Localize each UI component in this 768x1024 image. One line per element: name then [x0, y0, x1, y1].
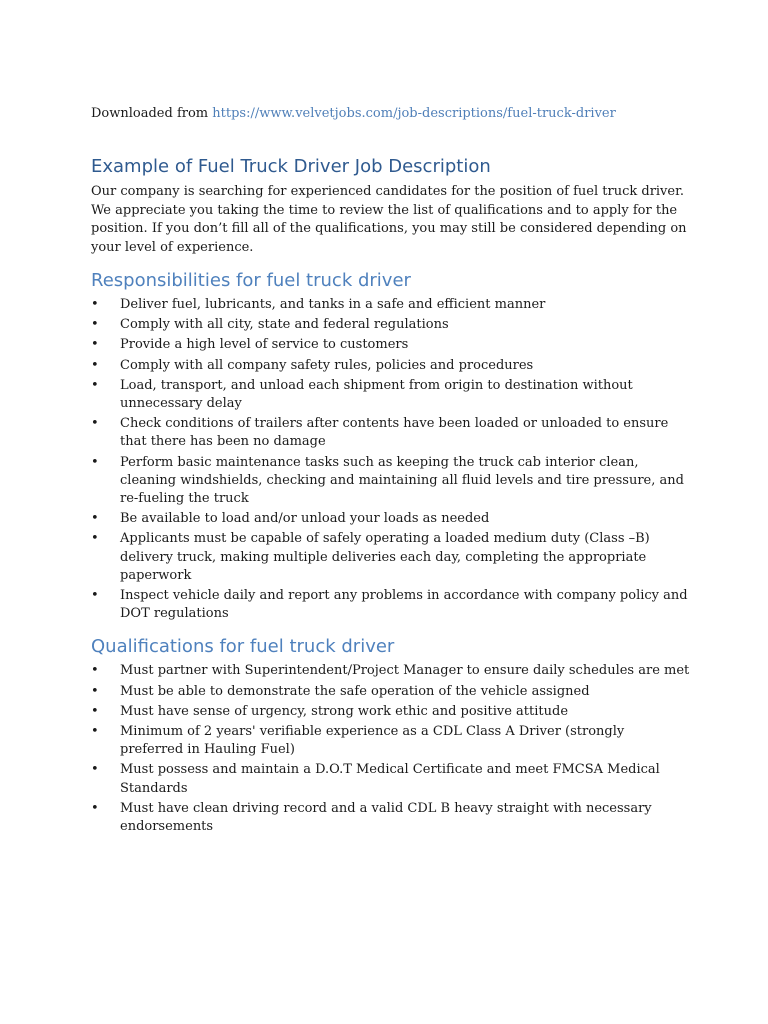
bullet-icon: • [91, 317, 99, 333]
responsibilities-list [91, 296, 691, 623]
bullet-icon: • [91, 762, 99, 778]
download-prefix: Downloaded from [91, 106, 213, 121]
bullet-icon: • [91, 588, 99, 604]
bullet-icon: • [91, 800, 99, 816]
list-item [91, 377, 691, 413]
list-item-text: Deliver fuel, lubricants, and tanks in a safe and efficient manner [120, 297, 546, 312]
source-url-link[interactable]: https://www.velvetjobs.com/job-descriptions/fuel-truck-driver [212, 106, 616, 121]
bullet-icon: • [91, 703, 99, 719]
list-item-text: Applicants must be capable of safely operating a loaded medium duty (Class –B) delivery truck, making multiple deliveries each day, completing the appropriate paperwork [120, 531, 650, 583]
bullet-icon: • [91, 531, 99, 547]
list-item-text: Must possess and maintain a D.O.T Medical Certificate and meet FMCSA Medical Standards [120, 762, 660, 796]
responsibilities-heading: Responsibilities for fuel truck driver [91, 270, 411, 291]
qualifications-list [91, 662, 691, 836]
list-item-text: Must have clean driving record and a valid CDL B heavy straight with necessary endorsements [120, 800, 652, 835]
list-item [91, 662, 691, 680]
list-item [91, 723, 691, 759]
list-item-text: Comply with all company safety rules, policies and procedures [120, 357, 534, 373]
list-item-text: Check conditions of trailers after contents have been loaded or unloaded to ensure that there has been no damage [120, 416, 669, 450]
bullet-icon: • [91, 663, 99, 679]
list-item [91, 530, 691, 585]
page-title: Example of Fuel Truck Driver Job Description [91, 156, 491, 177]
list-item [91, 587, 691, 623]
intro-paragraph: Our company is searching for experienced candidates for the position of fuel truck driver. We appreciate you taking the time to review the list of qualifications and to apply for the position. If you don’t fill all of the qualifications, you may still be considered depending on your level of experience. [91, 184, 687, 255]
list-item-text: Must have sense of urgency, strong work ethic and positive attitude [120, 703, 569, 719]
list-item-text: Perform basic maintenance tasks such as keeping the truck cab interior clean, cleaning windshields, checking and maintaining all fluid levels and tire pressure, and re-fueling the truck [120, 454, 684, 507]
list-item [91, 800, 691, 836]
bullet-icon: • [91, 297, 99, 312]
qualifications-heading: Qualifications for fuel truck driver [91, 636, 395, 658]
list-item [91, 296, 691, 314]
list-item-text: Be available to load and/or unload your loads as needed [120, 511, 490, 527]
list-item [91, 510, 691, 528]
bullet-icon: • [91, 357, 99, 373]
list-item-text: Must be able to demonstrate the safe operation of the vehicle assigned [120, 683, 590, 699]
bullet-icon: • [91, 377, 99, 393]
list-item [91, 336, 691, 354]
list-item-text: Provide a high level of service to customers [120, 337, 409, 353]
bullet-icon: • [91, 724, 99, 740]
download-source-line [91, 104, 691, 124]
list-item-text: Inspect vehicle daily and report any problems in accordance with company policy and DOT regulations [120, 588, 688, 622]
list-item [91, 357, 691, 375]
bullet-icon: • [91, 337, 99, 353]
list-item-text: Comply with all city, state and federal regulations [120, 317, 449, 333]
list-item [91, 415, 691, 451]
bullet-icon: • [91, 454, 99, 470]
list-item [91, 316, 691, 334]
list-item [91, 703, 691, 721]
bullet-icon: • [91, 511, 99, 527]
bullet-icon: • [91, 683, 99, 699]
list-item [91, 683, 691, 701]
list-item [91, 454, 691, 509]
list-item-text: Minimum of 2 years' verifiable experience as a CDL Class A Driver (strongly preferred in Hauling Fuel) [120, 724, 625, 758]
list-item-text: Load, transport, and unload each shipment from origin to destination without unnecessary delay [120, 377, 633, 412]
bullet-icon: • [91, 416, 99, 432]
list-item [91, 761, 691, 797]
list-item-text: Must partner with Superintendent/Project Manager to ensure daily schedules are met [120, 663, 690, 679]
document-page [91, 104, 691, 838]
